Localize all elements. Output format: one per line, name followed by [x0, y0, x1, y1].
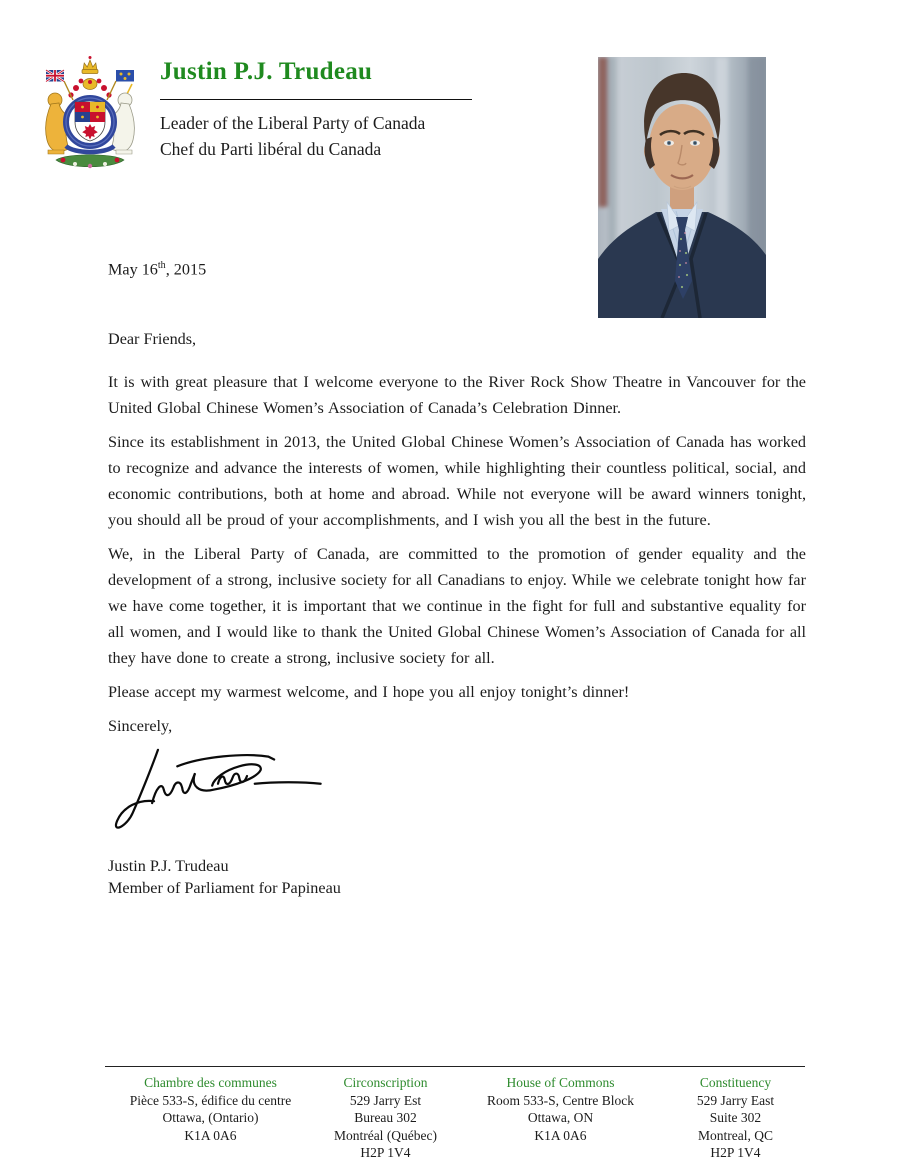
footer-line: Suite 302	[709, 1110, 762, 1125]
date-year: , 2015	[165, 260, 207, 279]
footer-col-chambre-des-communes	[123, 1074, 298, 1162]
footer-divider	[105, 1066, 805, 1067]
footer-line: H2P 1V4	[710, 1145, 761, 1160]
footer-line: H2P 1V4	[360, 1145, 411, 1160]
footer-col-constituency	[648, 1074, 823, 1162]
footer-col-house-of-commons	[473, 1074, 648, 1162]
paragraph-2: Since its establishment in 2013, the United Global Chinese Women’s Association of Canada has worked to recognize and advance the interests of women, while highlighting their countless political, social, and economic contributions, both at home and abroad. While not everyone will be award winners tonight, you should all be proud of your accomplishments, and I wish you all the best in the future.	[108, 433, 806, 530]
canada-coat-of-arms-icon	[42, 54, 138, 178]
letterhead-title-english: Leader of the Liberal Party of Canada	[160, 113, 426, 133]
letterhead	[160, 58, 490, 162]
footer-line: Room 533-S, Centre Block	[487, 1092, 634, 1108]
footer-line: 529 Jarry East	[696, 1092, 775, 1108]
footer-line: Montréal (Québec)	[333, 1127, 438, 1143]
paragraph-3: We, in the Liberal Party of Canada, are committed to the promotion of gender equality and the development of a strong, inclusive society for all Canadians to enjoy. While we celebrate tonight how far we have come together, it is important that we continue in the fight for full and substantive equality for all women, and I would like to thank the United Global Chinese Women’s Association of Canada for all they have done to create a strong, inclusive society for all.	[108, 545, 806, 668]
date-day: May 16	[108, 260, 158, 279]
footer-line: K1A 0A6	[534, 1127, 587, 1143]
footer-line: Montreal, QC	[698, 1127, 773, 1143]
signature-image	[106, 745, 328, 837]
footer-line: Bureau 302	[354, 1110, 417, 1125]
letter-date	[108, 253, 806, 282]
coat-of-arms-svg	[42, 54, 138, 178]
footer-heading: Chambre des communes	[144, 1075, 277, 1090]
letterhead-title-french: Chef du Parti libéral du Canada	[160, 139, 382, 159]
footer-line: 529 Jarry Est	[349, 1092, 422, 1108]
signer-name: Justin P.J. Trudeau	[108, 857, 229, 876]
letterhead-name: Justin P.J. Trudeau	[160, 58, 373, 85]
paragraph-4: Please accept my warmest welcome, and I hope you all enjoy tonight’s dinner!	[108, 683, 630, 702]
footer-col-circonscription	[298, 1074, 473, 1162]
paragraph-1: It is with great pleasure that I welcome everyone to the River Rock Show Theatre in Vancouver for the United Global Chinese Women’s Association of Canada’s Celebration Dinner.	[108, 373, 806, 418]
date-ordinal: th	[157, 260, 166, 271]
footer	[123, 1074, 823, 1162]
closing: Sincerely,	[108, 717, 173, 736]
footer-heading: House of Commons	[506, 1075, 615, 1090]
footer-line: Ottawa, (Ontario)	[162, 1110, 259, 1125]
footer-line: K1A 0A6	[184, 1127, 237, 1143]
letterhead-divider	[160, 99, 472, 100]
letter-body	[108, 253, 806, 899]
footer-line: Ottawa, ON	[527, 1110, 594, 1125]
salutation: Dear Friends,	[108, 330, 197, 349]
footer-heading: Constituency	[699, 1075, 772, 1090]
footer-heading: Circonscription	[343, 1075, 428, 1090]
signer-title: Member of Parliament for Papineau	[108, 879, 341, 898]
footer-line: Pièce 533-S, édifice du centre	[129, 1092, 292, 1108]
